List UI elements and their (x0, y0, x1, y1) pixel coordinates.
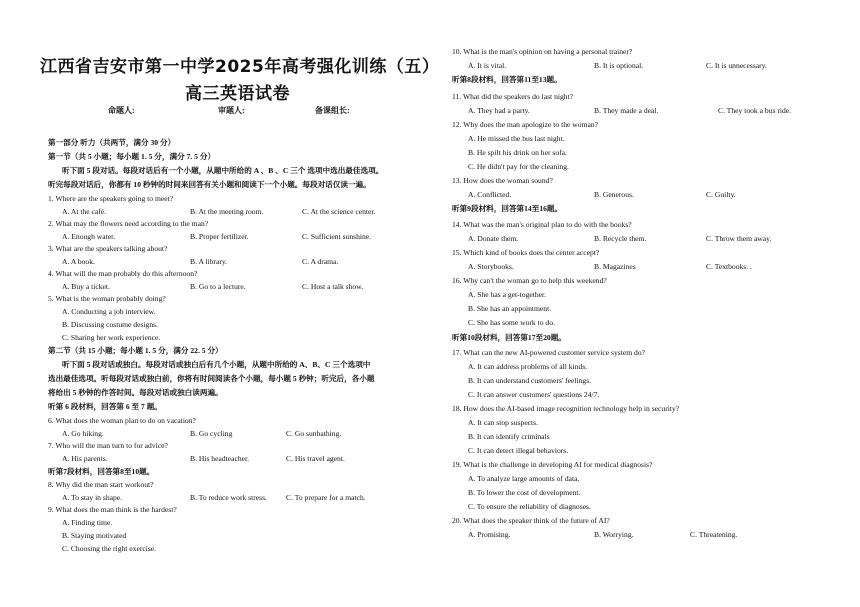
option[interactable]: C. A drama. (302, 257, 339, 266)
reviewer-label: 审题人: (218, 106, 245, 115)
question: 19. What is the challenge in developing AI for medical diagnosis? (452, 460, 653, 469)
option[interactable]: C. To ensure the reliability of diagnoses. (468, 502, 591, 511)
option[interactable]: A. Finding time. (62, 518, 113, 527)
option[interactable]: B. Proper fertilizer. (190, 232, 249, 241)
exam-title: 江西省吉安市第一中学2025年高考强化训练（五） (40, 57, 440, 77)
option[interactable]: B. At the meeting room. (190, 207, 264, 216)
option[interactable]: B. He spilt his drink on her sofa. (468, 148, 567, 157)
material-heading: 听第8段材料，回答第11至13题。 (452, 75, 562, 84)
question: 1. Where are the speakers going to meet? (48, 194, 174, 203)
option[interactable]: B. It is optional. (594, 61, 644, 70)
option[interactable]: C. Sharing her work experience. (62, 333, 161, 342)
question: 11. What did the speakers do last night? (452, 92, 574, 101)
option[interactable]: A. He missed the bus last night. (468, 134, 565, 143)
instructions: 听下面 5 段对话。每段对话后有一个小题，从题中所给的 A 、B 、C 三个 选项中选出最佳选项。 (62, 166, 384, 175)
option[interactable]: C. Sufficient sunshine. (302, 232, 372, 241)
option[interactable]: C. Textbooks. . (706, 262, 752, 271)
part-heading: 第一部分 听力（共两节，满分 30 分） (48, 138, 176, 147)
option[interactable]: B. Recycle them. (594, 234, 647, 243)
option[interactable]: C. Guilty. (706, 190, 736, 199)
option[interactable]: B. Generous. (594, 190, 634, 199)
option[interactable]: C. It can detect illegal behaviors. (468, 446, 569, 455)
option[interactable]: C. Threatening. (690, 530, 738, 539)
option[interactable]: C. Choosing the right exercise. (62, 544, 157, 553)
option[interactable]: B. His headteacher. (190, 454, 250, 463)
question: 9. What does the man think is the hardest? (48, 505, 177, 514)
option[interactable]: B. Discussing costume designs. (62, 320, 158, 329)
option[interactable]: C. It can answer customers' questions 24/7. (468, 390, 600, 399)
material-heading: 听第 6 段材料，回答第 6 至 7 题。 (48, 402, 162, 411)
question: 13. How does the woman sound? (452, 176, 553, 185)
instructions: 听下面 5 段对话或独白。每段对话或独白后有几个小题，从题中所给的 A、B、C 三个选项中 (62, 360, 371, 369)
exam-subtitle: 高三英语试卷 (185, 84, 290, 104)
option[interactable]: B. She has an appointment. (468, 304, 552, 313)
option[interactable]: A. Enough water. (62, 232, 116, 241)
option[interactable]: C. Host a talk show. (302, 282, 364, 291)
question: 4. What will the man probably do this afternoon? (48, 269, 198, 278)
option[interactable]: A. Go hiking. (62, 429, 104, 438)
option[interactable]: B. They made a deal. (594, 106, 659, 115)
option[interactable]: A. To stay in shape. (62, 493, 123, 502)
question: 15. Which kind of books does the center accept? (452, 248, 600, 257)
option[interactable]: C. It is unnecessary. (706, 61, 767, 70)
question: 16. Why can't the woman go to help this weekend? (452, 276, 607, 285)
material-heading: 听第7段材料，回答第8至10题。 (48, 467, 155, 476)
setter-label: 命题人: (108, 106, 135, 115)
instructions: 选出最佳选项。听每段对话或独白前，你将有时间阅读各个小题，每小题 5 秒钟；听完后，各小题 (48, 374, 375, 383)
option[interactable]: B. It can understand customers' feelings. (468, 376, 592, 385)
option[interactable]: B. To lower the cost of development. (468, 488, 581, 497)
option[interactable]: C. His travel agent. (286, 454, 345, 463)
option[interactable]: A. Buy a ticket. (62, 282, 110, 291)
option[interactable]: A. Conflicted. (468, 190, 512, 199)
question: 14. What was the man's original plan to do with the books? (452, 220, 632, 229)
option[interactable]: B. Staying motivated (62, 531, 127, 540)
question: 10. What is the man's opinion on having a personal trainer? (452, 47, 633, 56)
option[interactable]: A. At the café. (62, 207, 107, 216)
question: 5. What is the woman probably doing? (48, 294, 166, 303)
option[interactable]: C. He didn't pay for the cleaning. (468, 162, 569, 171)
option[interactable]: A. It is vital. (468, 61, 507, 70)
question: 8. Why did the man start workout? (48, 480, 154, 489)
material-heading: 听第10段材料，回答第17至20题。 (452, 333, 566, 342)
section-heading: 第二节（共 15 小题；每小题 1. 5 分，满分 22. 5 分） (48, 346, 223, 355)
question: 20. What does the speaker think of the future of AI? (452, 516, 610, 525)
option[interactable]: B. Worrying. (594, 530, 634, 539)
material-heading: 听第9段材料，回答第14至16题。 (452, 204, 563, 213)
question: 12. Why does the man apologize to the woman? (452, 120, 599, 129)
option[interactable]: B. Go cycling (190, 429, 233, 438)
option[interactable]: A. A book. (62, 257, 95, 266)
option[interactable]: A. They had a party. (468, 106, 530, 115)
option[interactable]: A. It can stop suspects. (468, 418, 539, 427)
option[interactable]: B. A library. (190, 257, 228, 266)
option[interactable]: A. Promising. (468, 530, 511, 539)
option[interactable]: B. Magazines (594, 262, 636, 271)
option[interactable]: A. Storybooks. (468, 262, 514, 271)
option[interactable]: A. Donate them. (468, 234, 519, 243)
section-heading: 第一节（共 5 小题；每小题 1. 5 分，满分 7. 5 分） (48, 152, 216, 161)
question: 7. Who will the man turn to for advice? (48, 441, 168, 450)
option[interactable]: B. To reduce work stress. (190, 493, 267, 502)
option[interactable]: C. She has some work to do. (468, 318, 555, 327)
question: 3. What are the speakers talking about? (48, 244, 168, 253)
leader-label: 备课组长: (315, 106, 350, 115)
instructions: 将给出 5 秒钟的作答时间。每段对话或独白读两遍。 (48, 388, 223, 397)
option[interactable]: C. They took a bus ride. (718, 106, 792, 115)
option[interactable]: A. It can address problems of all kinds. (468, 362, 588, 371)
option[interactable]: C. Throw them away. (706, 234, 772, 243)
option[interactable]: C. At the science center. (302, 207, 376, 216)
option[interactable]: A. To analyze large amounts of data. (468, 474, 580, 483)
option[interactable]: A. His parents. (62, 454, 108, 463)
option[interactable]: C. Go sunbathing. (286, 429, 342, 438)
question: 6. What does the woman plan to do on vacation? (48, 416, 196, 425)
question: 18. How does the AI-based image recognition technology help in security? (452, 404, 680, 413)
option[interactable]: B. It can identify criminals (468, 432, 550, 441)
question: 2. What may the flowers need according to the man? (48, 219, 209, 228)
option[interactable]: B. Go to a lecture. (190, 282, 246, 291)
option[interactable]: A. Conducting a job interview. (62, 307, 156, 316)
instructions: 听完每段对话后，你都有 10 秒钟的时间来回答有关小题和阅读下一个小题。每段对话仅读一遍。 (48, 180, 371, 189)
option[interactable]: A. She has a get-together. (468, 290, 547, 299)
option[interactable]: C. To prepare for a match. (286, 493, 366, 502)
question: 17. What can the new AI-powered customer service system do? (452, 348, 646, 357)
